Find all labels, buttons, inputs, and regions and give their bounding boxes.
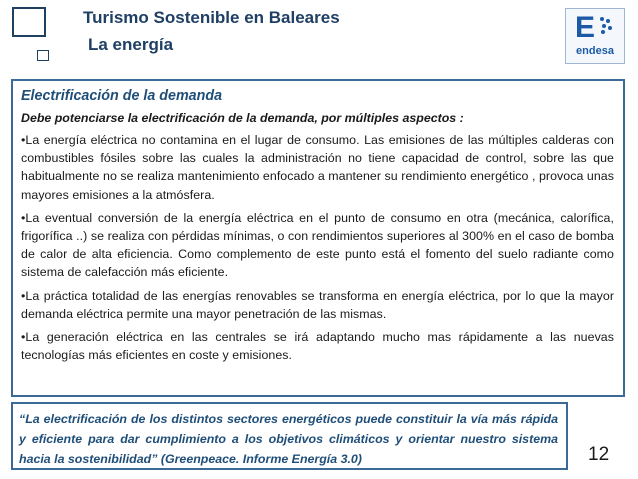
- quote-box: “La electrificación de los distintos sectores energéticos puede constituir la vía más rápida y eficiente para dar cumplimiento a los objetivos climáticos y orientar nuestro sistema hacia la sostenibilidad” (Greenpeace. Informe Energía 3.0): [11, 402, 568, 470]
- decorative-square-large: [12, 7, 46, 37]
- page-number: 12: [588, 444, 610, 465]
- endesa-logo: [565, 8, 625, 64]
- content-box: [11, 79, 625, 397]
- bullet-paragraph: •La generación eléctrica en las centrales se irá adaptando mucho mas rápidamente a las nuevas tecnologías más eficientes en coste y emisiones.: [21, 330, 614, 363]
- section-lead: Debe potenciarse la electrificación de la demanda, por múltiples aspectos :: [21, 111, 464, 125]
- section-title: Electrificación de la demanda: [21, 88, 223, 104]
- bullet-paragraph: •La eventual conversión de la energía eléctrica en el punto de consumo en otra (mecánica, calorífica, frigorífica ..) se realiza con pérdidas mínimas, o con rendimientos superiores al 300% en el caso de bomba de calor de alta eficiencia. Como complemento de este punto está el fomento del suelo radiante como sistema de calefacción más eficiente.: [21, 210, 614, 280]
- slide-title: Turismo Sostenible en Baleares: [83, 8, 340, 27]
- bullet-paragraph: •La práctica totalidad de las energías renovables se transforma en energía eléctrica, por lo que la mayor demanda eléctrica permite una mayor penetración de las mismas.: [21, 288, 614, 321]
- logo-wordmark: endesa: [576, 45, 614, 57]
- logo-mark-icon: [599, 16, 613, 36]
- logo-letter: E: [575, 11, 596, 44]
- slide-subtitle: La energía: [88, 35, 174, 54]
- bullet-paragraph: •La energía eléctrica no contamina en el lugar de consumo. Las emisiones de las múltiples calderas con combustibles fósiles sobre las cuales la administración no tiene capacidad de control, sobre las que habitualmente no se realiza mantenimiento enfocado a mantener su rendimiento energético , provoca unas mayores emisiones a la atmósfera.: [21, 133, 614, 202]
- decorative-square-small: [37, 50, 49, 61]
